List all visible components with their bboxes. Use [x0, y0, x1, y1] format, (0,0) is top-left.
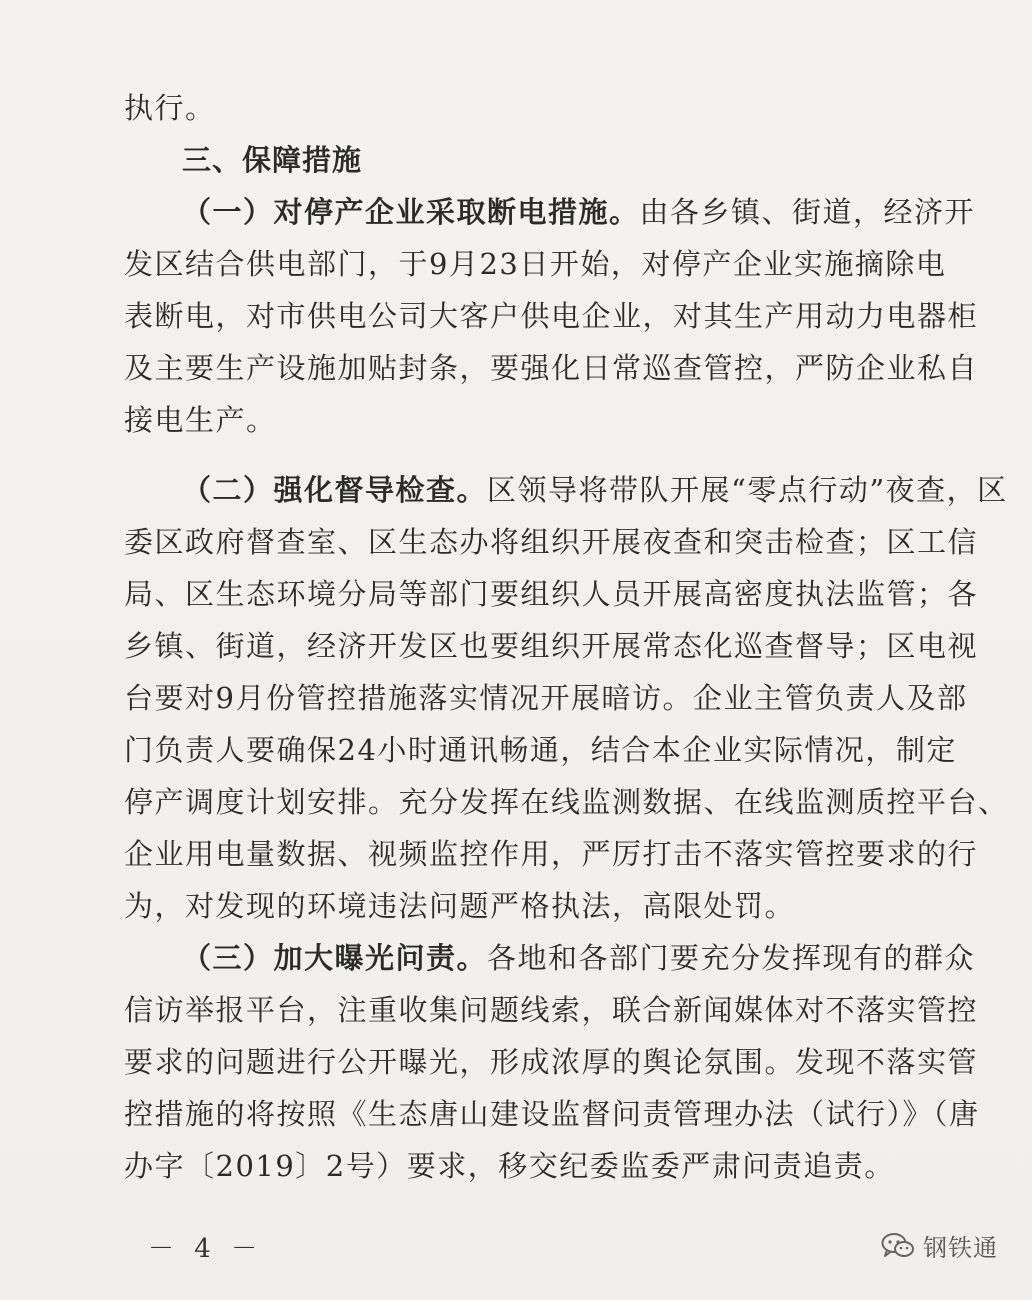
paragraph-line: 信访举报平台，注重收集问题线索，联合新闻媒体对不落实管控 [124, 993, 979, 1027]
paragraph-line: 及主要生产设施加贴封条，要强化日常巡查管控，严防企业私自 [124, 351, 979, 385]
paragraph-gap [124, 446, 924, 464]
paragraph-line: 委区政府督查室、区生态办将组织开展夜查和突击检查；区工信 [124, 525, 979, 559]
paragraph-line: 表断电，对市供电公司大客户供电企业，对其生产用动力电器柜 [124, 299, 979, 333]
paragraph-line: （一）对停产企业采取断电措施。由各乡镇、街道，经济开 [182, 195, 976, 229]
section-heading: 三、保障措施 [182, 143, 363, 177]
document-body [124, 82, 1009, 1192]
paragraph-line: 要求的问题进行公开曝光，形成浓厚的舆论氛围。发现不落实管 [124, 1045, 979, 1079]
paragraph-line: 接电生产。 [124, 403, 277, 437]
wechat-icon [881, 1232, 915, 1260]
subsection-title: （二）强化督导检查。 [182, 473, 488, 507]
paragraph-line: （二）强化督导检查。区领导将带队开展“零点行动”夜查，区 [182, 473, 1008, 507]
paragraph-line: 为，对发现的环境违法问题严格执法，高限处罚。 [124, 889, 796, 923]
paragraph-line: 执行。 [124, 91, 216, 125]
paragraph-line: （三）加大曝光问责。各地和各部门要充分发挥现有的群众 [182, 941, 976, 975]
paragraph-line: 控措施的将按照《生态唐山建设监督问责管理办法（试行）》（唐 [124, 1097, 980, 1131]
page-number: － 4 － [148, 1234, 264, 1264]
subsection-title: （一）对停产企业采取断电措施。 [182, 195, 640, 229]
watermark [881, 1228, 998, 1263]
watermark-text: 钢铁通 [923, 1234, 998, 1262]
paragraph-line: 门负责人要确保24小时通讯畅通，结合本企业实际情况，制定 [124, 733, 957, 767]
paragraph-line: 企业用电量数据、视频监控作用，严厉打击不落实管控要求的行 [124, 837, 979, 871]
paragraph-line: 乡镇、街道，经济开发区也要组织开展常态化巡查督导；区电视 [124, 629, 979, 663]
paragraph-line: 发区结合供电部门，于9月23日开始，对停产企业实施摘除电 [124, 247, 947, 281]
paragraph-line: 台要对9月份管控措施落实情况开展暗访。企业主管负责人及部 [124, 681, 968, 715]
paragraph-line: 局、区生态环境分局等部门要组织人员开展高密度执法监管；各 [124, 577, 979, 611]
paragraph-line: 办字〔2019〕2号）要求，移交纪委监委严肃问责追责。 [124, 1149, 895, 1183]
subsection-title: （三）加大曝光问责。 [182, 941, 488, 975]
paragraph-line: 停产调度计划安排。充分发挥在线监测数据、在线监测质控平台、 [124, 785, 1009, 819]
